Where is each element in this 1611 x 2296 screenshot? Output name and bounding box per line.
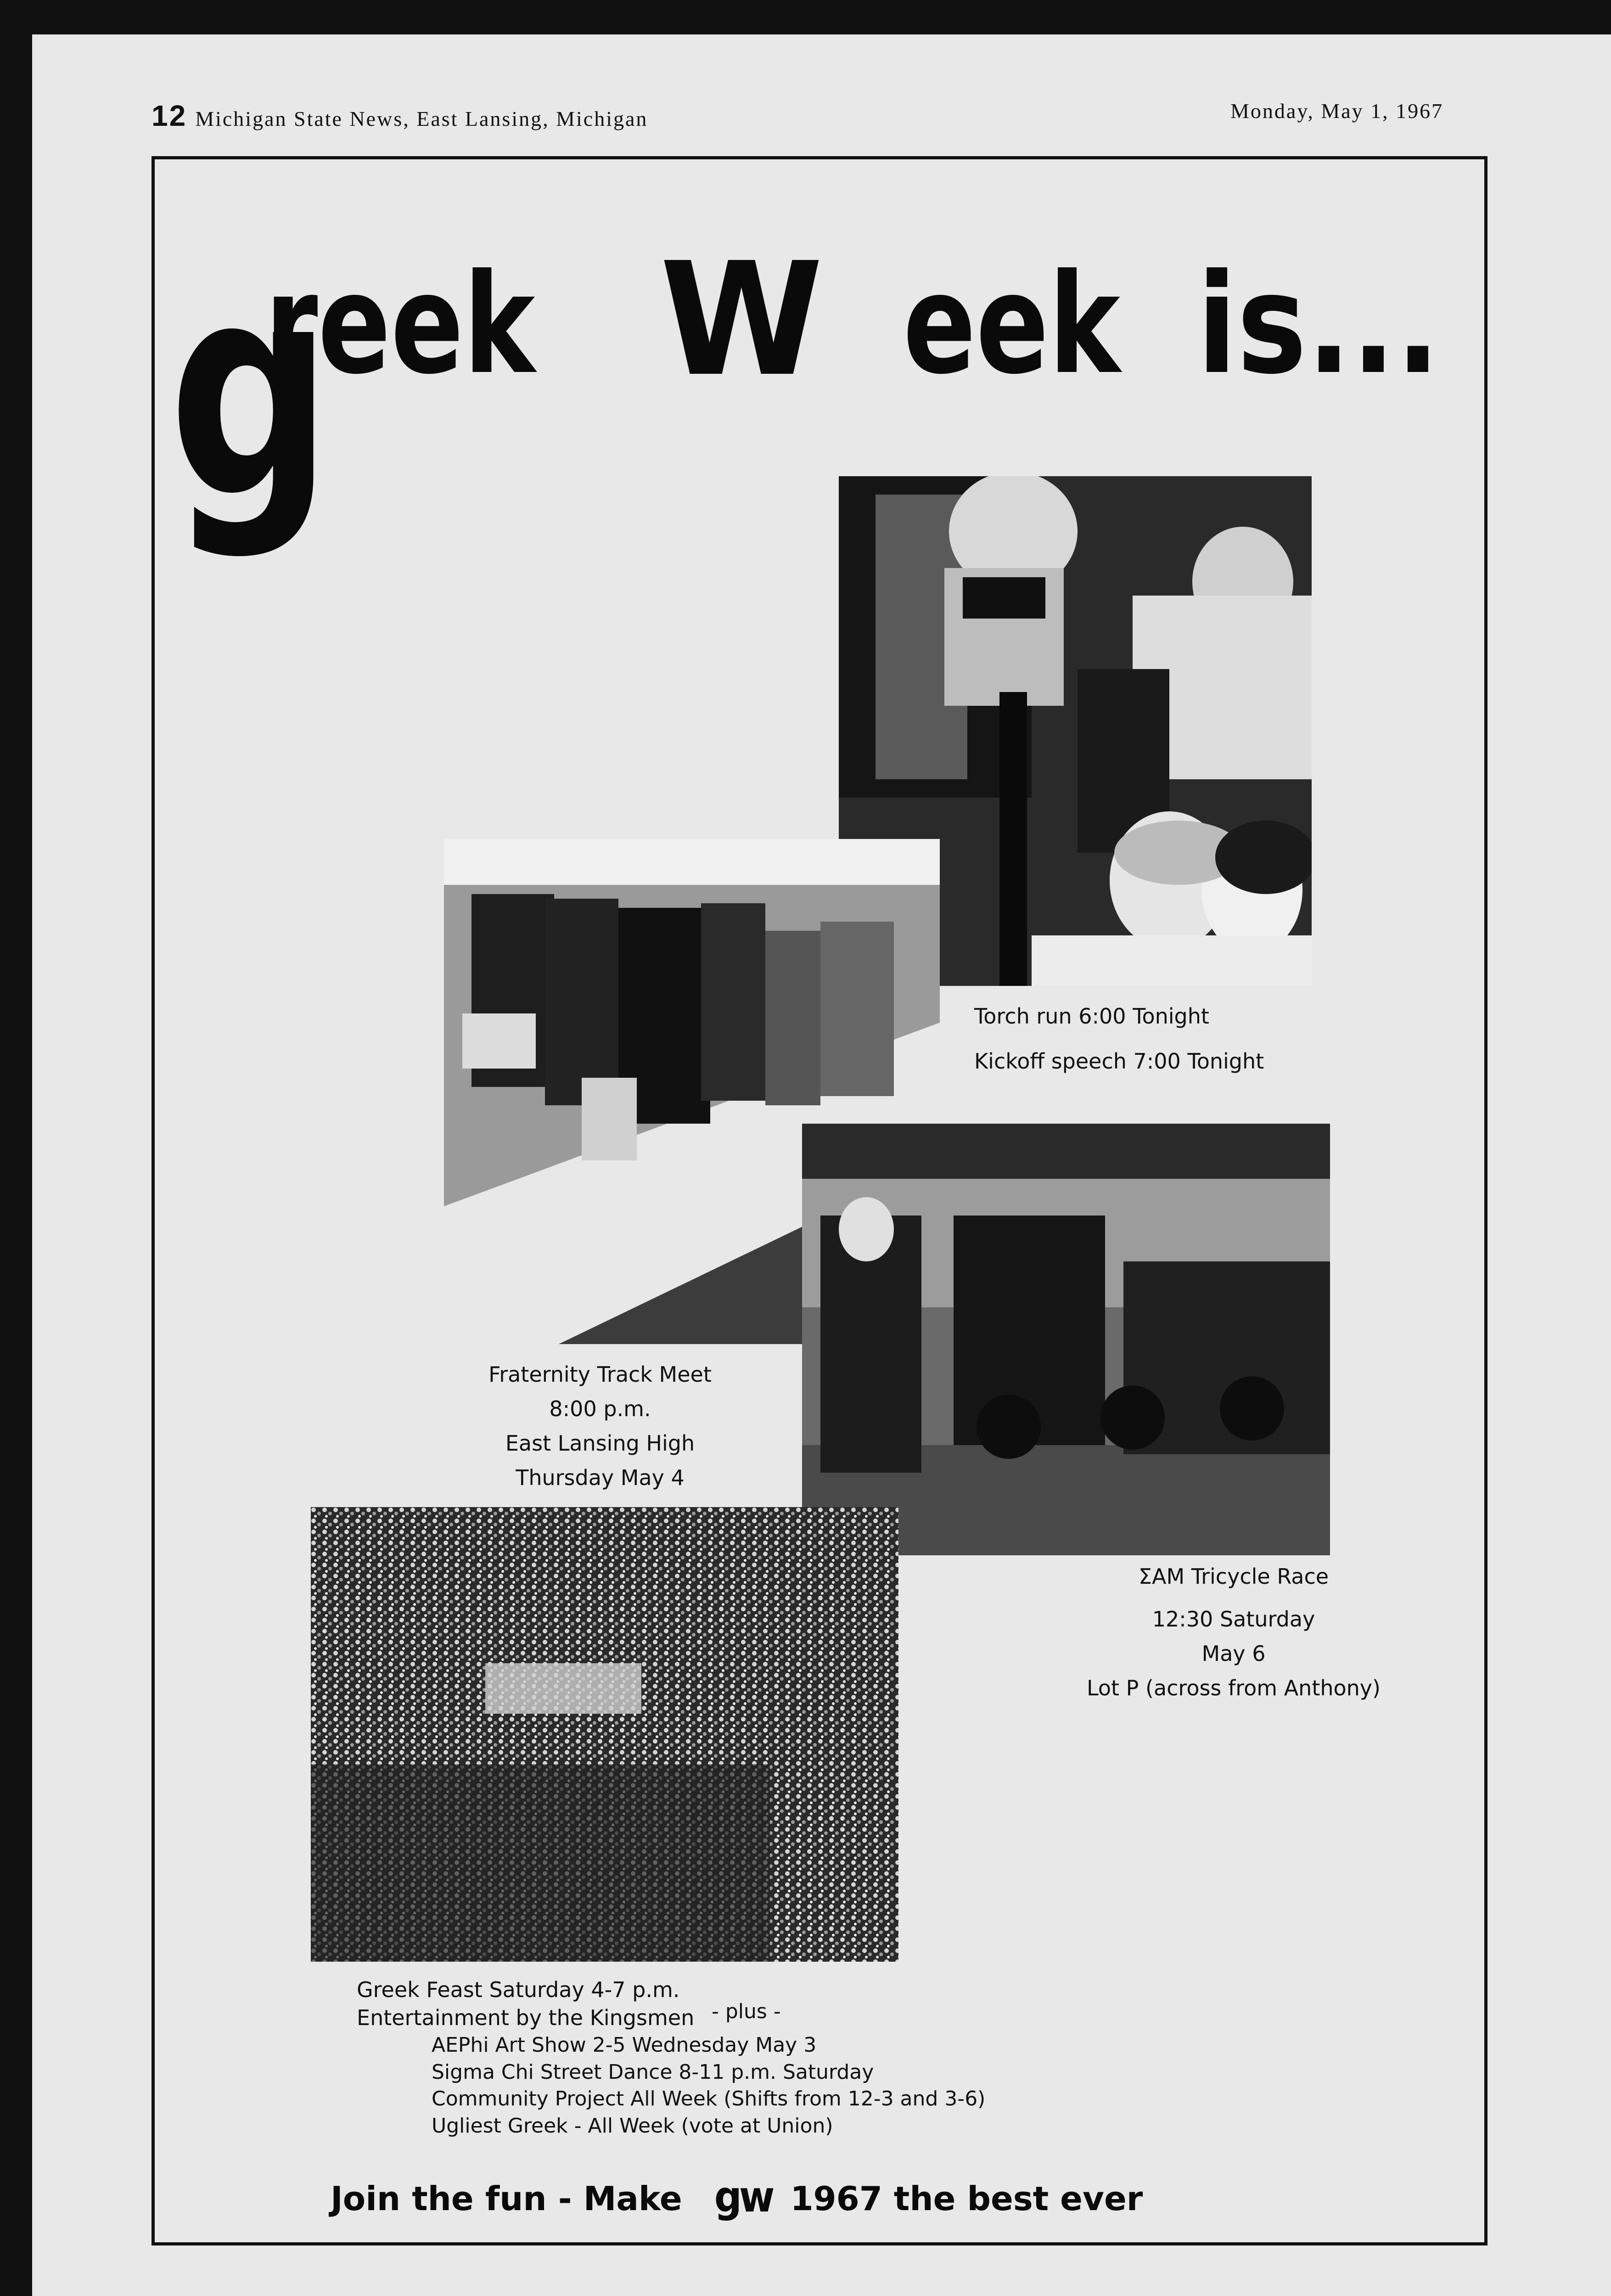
tricycle-race-line: ΣAM Tricycle Race — [1138, 1564, 1329, 1589]
gw-logo: gw — [714, 2172, 772, 2222]
greek-feast-photo — [311, 1507, 898, 1962]
tricycle-caption — [1027, 1564, 1440, 1711]
list-item: Sigma Chi Street Dance 8-11 p.m. Saturday — [432, 2060, 874, 2084]
publication-name: Michigan State News, East Lansing, Michigan — [195, 107, 648, 130]
headline-g: g — [168, 220, 333, 562]
kickoff-speech-line: Kickoff speech 7:00 Tonight — [974, 1048, 1264, 1074]
plus-event-list — [432, 2032, 985, 2139]
footer-slogan — [331, 2172, 1143, 2222]
newspaper-page — [32, 34, 1611, 2296]
masthead-date: Monday, May 1, 1967 — [1230, 99, 1444, 123]
headline-eek: eek — [903, 244, 1121, 405]
list-item: Ugliest Greek - All Week (vote at Union) — [432, 2114, 833, 2138]
track-location-line: East Lansing High — [505, 1430, 695, 1456]
torch-run-line: Torch run 6:00 Tonight — [974, 1004, 1209, 1029]
tricycle-location-line: Lot P (across from Anthony) — [1087, 1675, 1381, 1700]
list-item: Community Project All Week (Shifts from 12-3 and 3-6) — [432, 2087, 986, 2111]
footer-right-text: 1967 the best ever — [790, 2179, 1143, 2218]
feast-time-line: Greek Feast Saturday 4-7 p.m. — [357, 1977, 680, 2002]
plus-label: - plus - — [712, 2000, 781, 2023]
footer-left-text: Join the fun - Make — [331, 2179, 682, 2218]
headline-w: W — [660, 229, 824, 411]
masthead-left — [152, 99, 648, 133]
feast-entertainment-line: Entertainment by the Kingsmen — [357, 2005, 695, 2030]
page-number: 12 — [152, 99, 187, 132]
tricycle-time-line: 12:30 Saturday — [1152, 1606, 1315, 1632]
track-caption — [393, 1362, 807, 1500]
headline-reek: reek — [265, 244, 535, 405]
list-item: AEPhi Art Show 2-5 Wednesday May 3 — [432, 2033, 817, 2057]
track-date-line: Thursday May 4 — [516, 1465, 685, 1490]
headline-is: is... — [1197, 244, 1440, 405]
tricycle-date-line: May 6 — [1201, 1641, 1266, 1666]
track-meet-line: Fraternity Track Meet — [488, 1362, 712, 1387]
torch-caption — [974, 1004, 1264, 1084]
tricycle-race-photo — [802, 1124, 1330, 1555]
feast-caption — [357, 1978, 694, 2040]
track-time-line: 8:00 p.m. — [549, 1396, 651, 1421]
advertisement-frame — [152, 156, 1488, 2245]
